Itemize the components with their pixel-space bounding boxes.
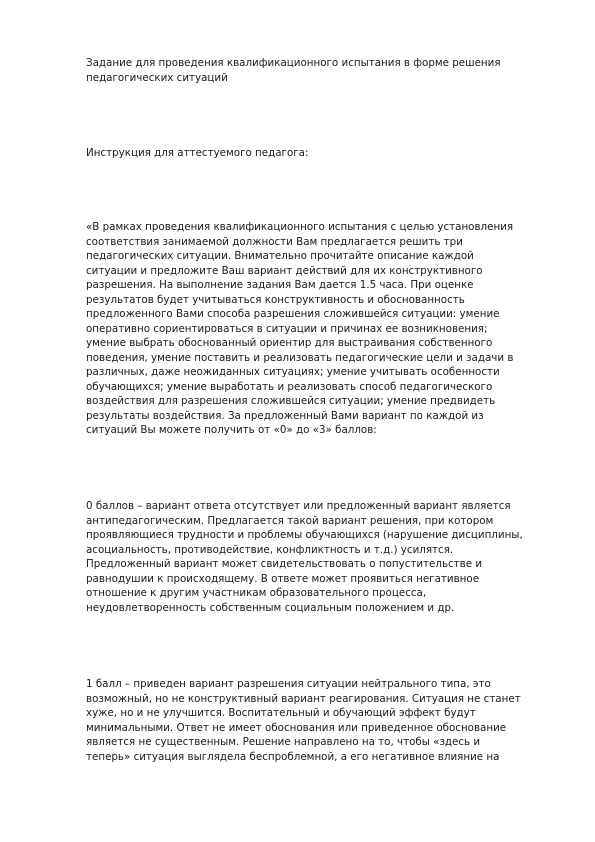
- instruction-heading: Инструкция для аттестуемого педагога:: [86, 147, 309, 159]
- document-title: Задание для проведения квалификационного испытания в форме решения педагогических ситуаций: [86, 57, 501, 84]
- score-1-paragraph: 1 балл – приведен вариант разрешения ситуации нейтрального типа, это возможный, но не конструктивный вариант реагирования. Ситуация не станет хуже, но и не улучшится. Воспитательный и обучающий эффект будут минимальными. Ответ не имеет обоснования или приведенное обоснование является не существенным. Решение направлено на то, чтобы «здесь и теперь» ситуация выглядела беспроблемной, а его негативное влияние на: [86, 678, 521, 763]
- score-0-paragraph: 0 баллов – вариант ответа отсутствует или предложенный вариант является антипедагогическим. Предлагается такой вариант решения, при котором проявляющиеся трудности и проблемы обучающихся (нарушение дисциплины, асоциальность, противодействие, конфликтность и т.д.) усилятся. Предложенный вариант может свидетельствовать о попустительстве и равнодушии к происходящему. В ответе может проявиться негативное отношение к другим участникам образовательного процесса, неудовлетворенность собственным социальным положением и др.: [86, 500, 523, 614]
- intro-paragraph: «В рамках проведения квалификационного испытания с целью установления соответствия занимаемой должности Вам предлагается решить три педагогических ситуации. Внимательно прочитайте описание каждой ситуации и предложите Ваш вариант действий для их конструктивного разрешения. На выполнение задания Вам дается 1.5 часа. При оценке результатов будет учитываться конструктивность и обоснованность предложенного Вами способа разрешения сложившейся ситуации: умение оперативно сориентироваться в ситуации и причинах ее возникновения; умение выбрать обоснованный ориентир для выстраивания собственного поведения, умение поставить и реализовать педагогические цели и задачи в различных, даже неожиданных ситуациях; умение учитывать особенности обучающихся; умение выработать и реализовать способ педагогического воздействия для разрешения сложившейся ситуации; умение предвидеть результаты воздействия. За предложенный Вами вариант по каждой из ситуаций Вы можете получить от «0» до «3» баллов:: [86, 221, 514, 436]
